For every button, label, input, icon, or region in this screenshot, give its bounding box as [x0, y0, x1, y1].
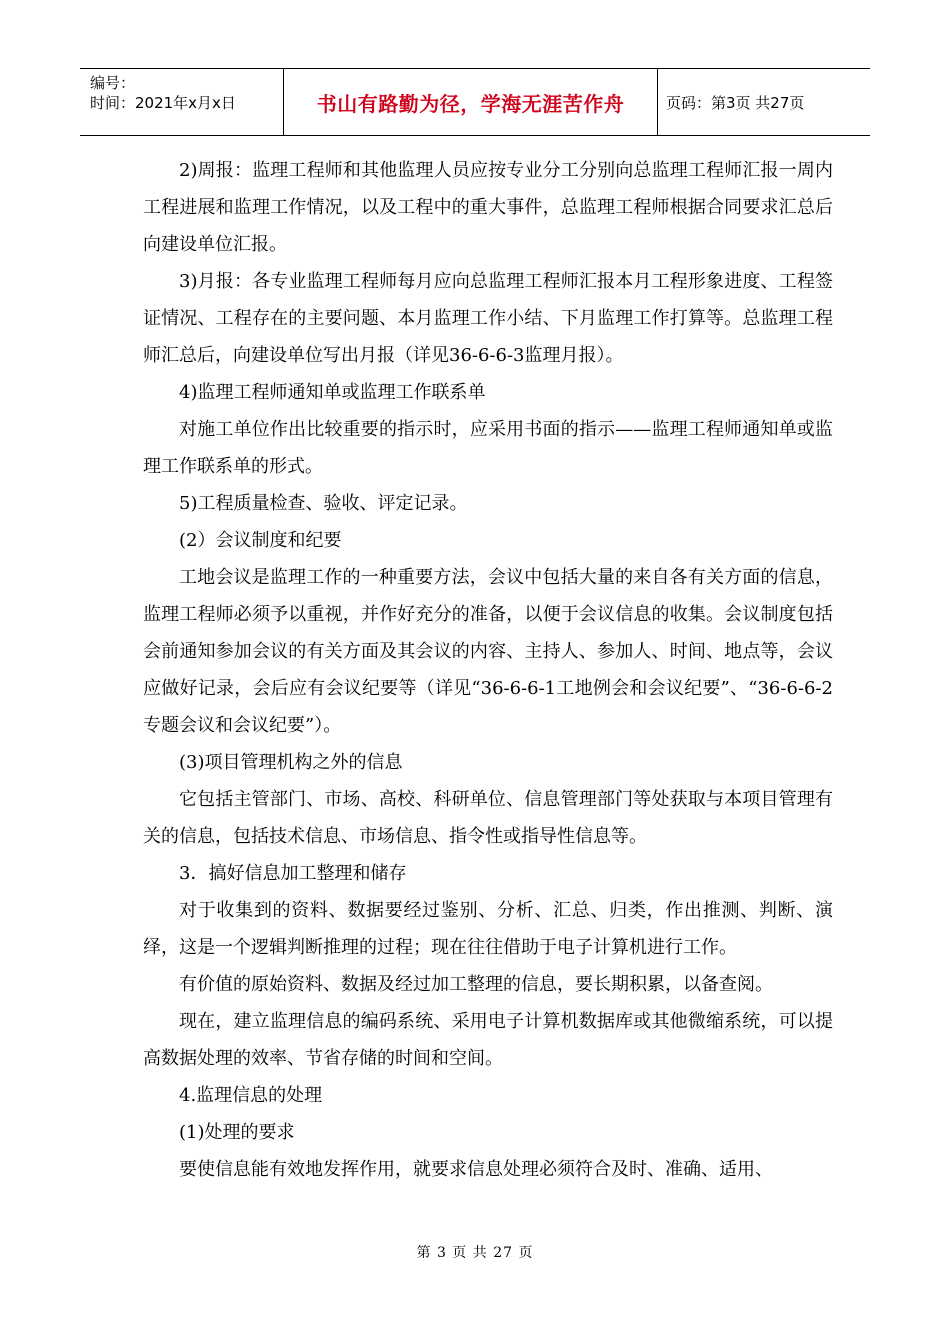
paragraph: 4.监理信息的处理: [179, 1085, 323, 1106]
paragraph: (1)处理的要求: [179, 1122, 295, 1143]
paragraph: (3)项目管理机构之外的信息: [179, 752, 403, 773]
page-footer: 第 3 页 共 27 页: [416, 1245, 534, 1261]
header-motto: 书山有路勤为径，学海无涯苦作舟: [283, 69, 658, 135]
paragraph: 工地会议是监理工作的一种重要方法，会议中包括大量的来自各有关方面的信息，监理工程师必须予以重视，并作好充分的准备，以便于会议信息的收集。会议制度包括会前通知参加会议的有关方面及其会议的内容、主持人、参加人、时间、地点等，会议应做好记录，会后应有会议纪要等（详见“36-6-6-1工地例会和会议纪要”、“36-6-6-2专题会议和会议纪要”）。: [143, 567, 833, 736]
paragraph: 现在，建立监理信息的编码系统、采用电子计算机数据库或其他微缩系统，可以提高数据处理的效率、节省存储的时间和空间。: [143, 1011, 833, 1069]
paragraph: 对施工单位作出比较重要的指示时，应采用书面的指示——监理工程师通知单或监理工作联系单的形式。: [143, 419, 833, 477]
paragraph: 对于收集到的资料、数据要经过鉴别、分析、汇总、归类，作出推测、判断、演绎，这是一个逻辑判断推理的过程；现在往往借助于电子计算机进行工作。: [143, 900, 833, 958]
paragraph: 要使信息能有效地发挥作用，就要求信息处理必须符合及时、准确、适用、: [179, 1159, 773, 1180]
paragraph: 2)周报：监理工程师和其他监理人员应按专业分工分别向总监理工程师汇报一周内工程进展和监理工作情况，以及工程中的重大事件，总监理工程师根据合同要求汇总后向建设单位汇报。: [143, 160, 833, 255]
page-header: [80, 68, 870, 136]
document-body: [143, 152, 833, 1188]
paragraph: 5)工程质量检查、验收、评定记录。: [179, 493, 468, 514]
paragraph: 3．搞好信息加工整理和储存: [179, 863, 407, 884]
paragraph: 4)监理工程师通知单或监理工作联系单: [179, 382, 486, 403]
paragraph: (2）会议制度和纪要: [179, 530, 342, 551]
paragraph: 有价值的原始资料、数据及经过加工整理的信息，要长期积累，以备查阅。: [179, 974, 773, 995]
document-number-label: 编号：: [90, 74, 136, 92]
paragraph: 它包括主管部门、市场、高校、科研单位、信息管理部门等处获取与本项目管理有关的信息，包括技术信息、市场信息、指令性或指导性信息等。: [143, 789, 833, 847]
header-page-info: 页码：第3页 共27页: [666, 93, 805, 112]
header-meta: [80, 69, 283, 135]
paragraph: 3)月报：各专业监理工程师每月应向总监理工程师汇报本月工程形象进度、工程签证情况、工程存在的主要问题、本月监理工作小结、下月监理工作打算等。总监理工程师汇总后，向建设单位写出月报（详见36-6-6-3监理月报）。: [143, 271, 833, 366]
document-time-label: 时间：2021年x月x日: [90, 94, 236, 112]
